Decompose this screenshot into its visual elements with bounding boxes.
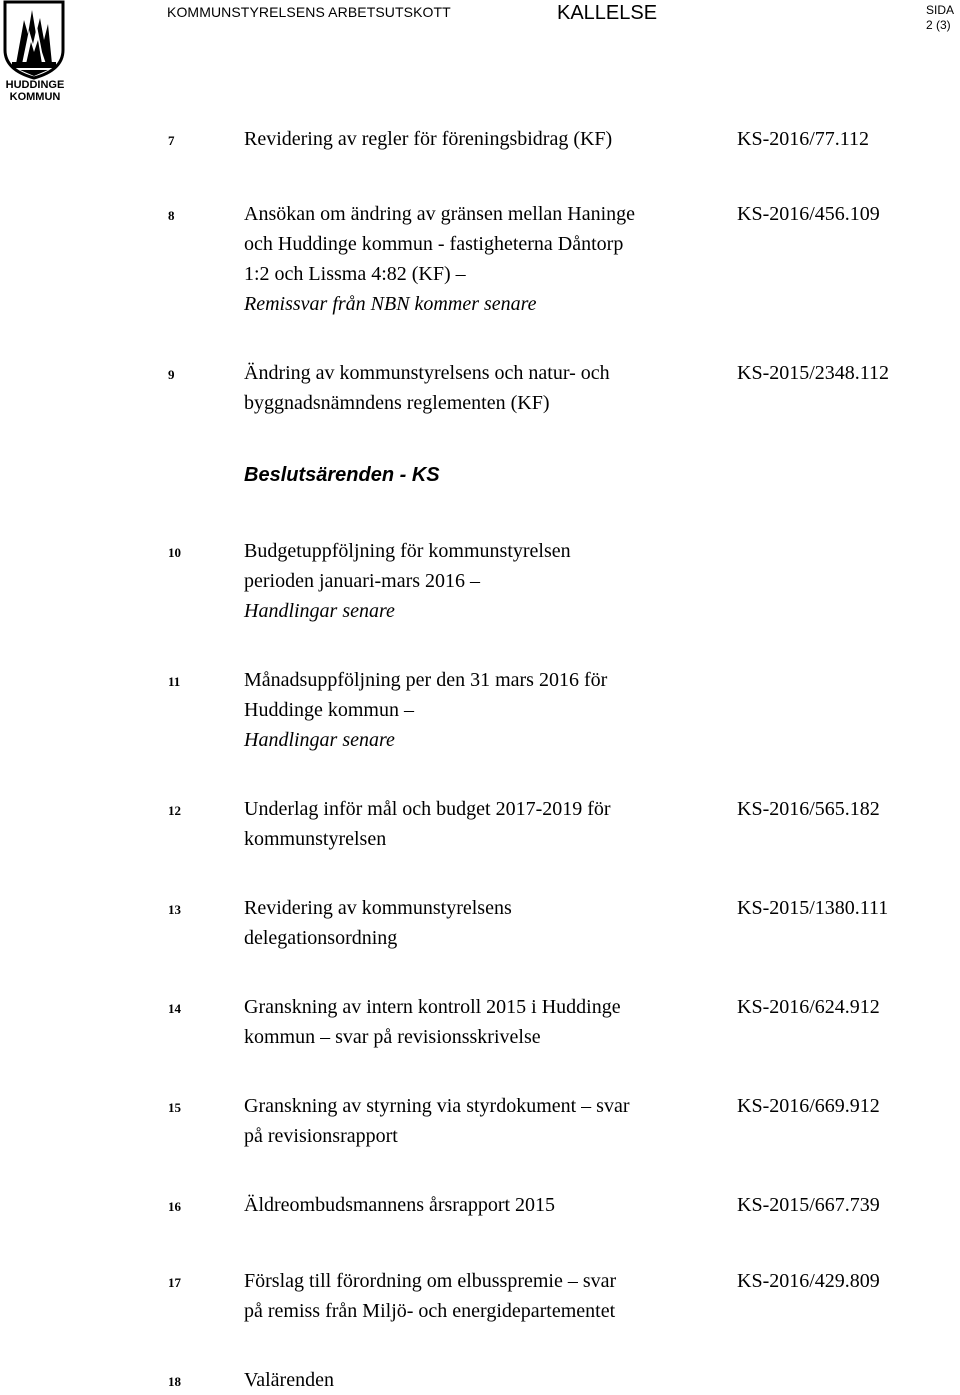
agenda-item-note: Handlingar senare [244,729,395,751]
agenda-item-title-line: kommun – svar på revisionsskrivelse [244,1026,541,1048]
agenda-item-title-line: Ändring av kommunstyrelsens och natur- och [244,362,610,384]
agenda-item-title-line: Revidering av regler för föreningsbidrag (KF) [244,128,613,150]
agenda-item-title [244,992,714,1052]
agenda-item-title-line: Äldreombudsmannens årsrapport 2015 [244,1194,556,1216]
logo-text-line1: HUDDINGE [5,79,65,91]
agenda-item-title-line: Underlag inför mål och budget 2017-2019 för [244,798,611,820]
agenda-item-title-line: Granskning av styrning via styrdokument – svar [244,1095,630,1117]
logo-caption [2,79,68,103]
agenda-item-title-line: Månadsuppföljning per den 31 mars 2016 för [244,669,608,691]
agenda-item-title-line: kommunstyrelsen [244,828,387,850]
agenda-item-number: 9 [168,367,175,382]
huddinge-logo [2,0,66,106]
agenda-item-title [244,199,714,319]
agenda-item-title-line: perioden januari-mars 2016 – [244,570,481,592]
agenda-item-number: 17 [168,1275,181,1290]
agenda-item-title-line: 1:2 och Lissma 4:82 (KF) – [244,263,466,285]
agenda-item-title-line: Huddinge kommun – [244,699,414,721]
agenda-item-title [244,124,714,154]
agenda-item-number: 11 [168,674,181,689]
agenda-item-title [244,665,714,755]
coat-of-arms-icon [2,0,66,80]
agenda-item-title-line: Förslag till förordning om elbusspremie – svar [244,1270,617,1292]
agenda-item-number: 16 [168,1199,181,1214]
page-indicator [926,3,954,33]
section-heading: Beslutsärenden - KS [244,464,440,486]
agenda-item-number: 12 [168,803,181,818]
agenda-item-note: Remissvar från NBN kommer senare [244,293,537,315]
agenda-item-note: Handlingar senare [244,600,395,622]
agenda-item-reference: KS-2015/667.739 [737,1194,880,1216]
page-number: 2 (3) [926,18,951,32]
agenda-item-reference: KS-2015/2348.112 [737,362,890,384]
agenda-item-reference: KS-2016/669.912 [737,1095,880,1117]
agenda-item-number: 7 [168,133,175,148]
page-label: SIDA [926,3,955,17]
agenda-item-title [244,794,714,854]
agenda-item-reference: KS-2016/565.182 [737,798,880,820]
organization-name: KOMMUNSTYRELSENS ARBETSUTSKOTT [167,4,451,20]
logo-text-line2: KOMMUN [9,91,61,103]
agenda-item-number: 18 [168,1374,181,1389]
agenda-item-title-line: och Huddinge kommun - fastigheterna Dåntorp [244,233,624,255]
agenda-item-title [244,1190,714,1220]
agenda-item-number: 8 [168,208,175,223]
document-header [0,0,960,110]
agenda-item-title [244,358,714,418]
agenda-item-number: 10 [168,545,181,560]
agenda-item-reference: KS-2015/1380.111 [737,897,889,919]
agenda-item-reference: KS-2016/456.109 [737,203,880,225]
agenda-item-reference: KS-2016/624.912 [737,996,880,1018]
agenda-item-title-line: Ansökan om ändring av gränsen mellan Haninge [244,203,636,225]
agenda-item-number: 14 [168,1001,181,1016]
agenda-item-number: 13 [168,902,181,917]
agenda-item-title-line: delegationsordning [244,927,398,949]
document-title: KALLELSE [557,2,658,24]
agenda-item-title [244,893,714,953]
agenda-item-title-line: Revidering av kommunstyrelsens [244,897,512,919]
agenda-item-title-line: på remiss från Miljö- och energidepartementet [244,1300,616,1322]
agenda-item-title [244,1091,714,1151]
agenda-item-title-line: Valärenden [244,1369,334,1391]
agenda-item-title [244,536,714,626]
agenda-item-title [244,1266,714,1326]
agenda-item-title-line: Granskning av intern kontroll 2015 i Huddinge [244,996,621,1018]
agenda-item-number: 15 [168,1100,181,1115]
agenda-item-reference: KS-2016/429.809 [737,1270,880,1292]
agenda-item-reference: KS-2016/77.112 [737,128,870,150]
agenda-item-title-line: Budgetuppföljning för kommunstyrelsen [244,540,571,562]
agenda-item-title-line: byggnadsnämndens reglementen (KF) [244,392,550,414]
agenda-item-title-line: på revisionsrapport [244,1125,398,1147]
